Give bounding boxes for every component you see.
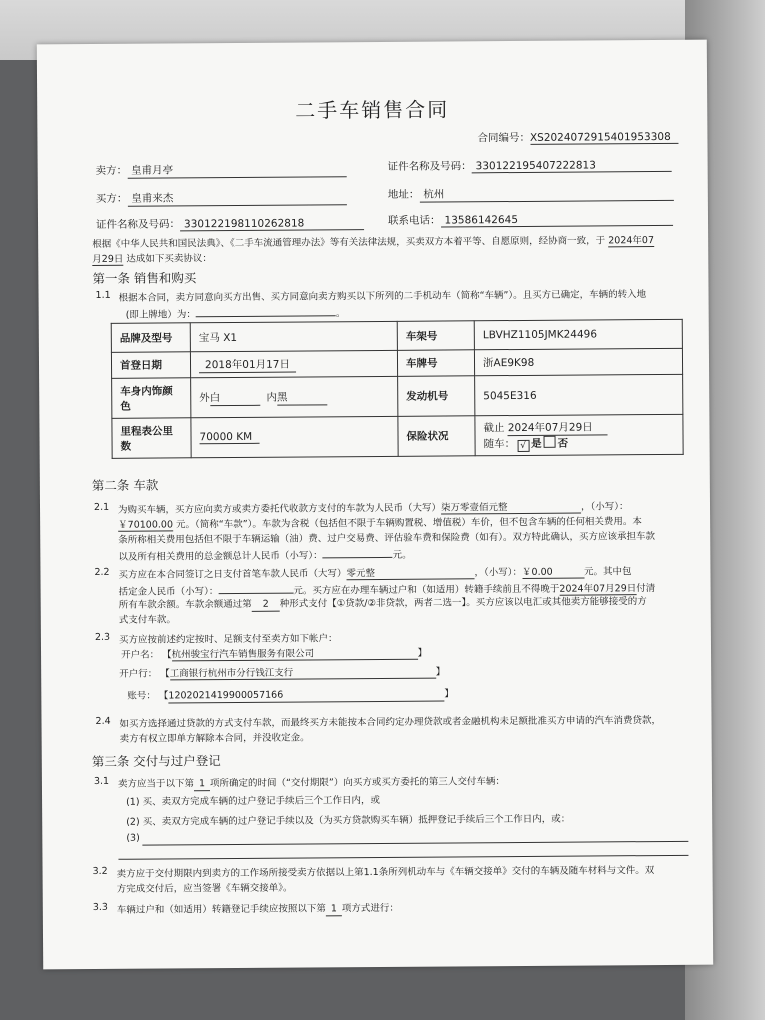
no-label: 否 [557, 437, 569, 450]
engine-value: 5045E316 [475, 374, 683, 415]
clause-2-2-number: 2.2 [94, 566, 110, 578]
contract-number-value: XS2024072915401953308 [530, 131, 678, 145]
clause-3-3-number: 3.3 [92, 901, 108, 913]
bracket-left: 【 [158, 690, 169, 702]
no-checkbox[interactable] [544, 435, 556, 447]
contract-number [477, 129, 678, 145]
clause-3-2-line-2: 方完成交付后，应当签署《车辆交接单》。 [116, 882, 293, 895]
seller-name: 皇甫月亭 [127, 161, 346, 179]
insurance-label: 保险状况 [398, 416, 475, 457]
brand-value: 宝马 X1 [190, 321, 397, 351]
clause-3-2-line-1: 卖方应于交付期限内到卖方的工作场所接受卖方依据以上第1.1条所列机动车与《车辆交接单》交付的车辆及随车材料与文件。双 [116, 865, 655, 880]
preamble-date-part-b: 月29日 [92, 251, 123, 266]
bracket-left: 【 [162, 649, 172, 661]
price-uppercase: 柒万零壹佰元整 [441, 499, 581, 515]
account-number-value: 1202021419900057166 [168, 689, 444, 704]
phone-label: 联系电话： [387, 214, 441, 227]
clause-1-1-text-2: (即上牌地）为： 。 [126, 303, 346, 321]
clause-1-1-number: 1.1 [95, 289, 111, 301]
exterior-color: 白 [210, 389, 260, 405]
phone-row [388, 211, 673, 228]
c31-text-a: 卖方应当于以下第 [117, 778, 194, 790]
first-registration-label: 首登日期 [111, 352, 190, 379]
c31-text-b: 项所确定的时间（“交付期限”）向买方或买方委托的第三人交付车辆： [209, 776, 505, 790]
plate-value: 浙AE9K98 [474, 348, 682, 375]
c22-text-h: 种形式支付【①贷款/②非贷款，两者二选一】。买方应该以电汇或其他卖方能够接受的方 [279, 596, 647, 610]
c22-text-d: 括定金人民币（小写）： [118, 586, 219, 598]
engine-label: 发动机号 [398, 376, 475, 417]
preamble-line-1 [92, 232, 654, 251]
clause-2-4-number: 2.4 [95, 715, 111, 727]
address-value: 杭州 [419, 185, 673, 203]
preamble-line-2 [92, 250, 212, 266]
clause-3-1-number: 3.1 [93, 775, 110, 787]
clause-3-1-option-3: (3) [126, 832, 140, 844]
insurance-date: 2024年07月29日 [508, 419, 608, 436]
preamble-text-2: 达成如下买卖协议： [126, 253, 212, 265]
interior-color: 黑 [277, 389, 327, 405]
account-number-label: 账号： [127, 690, 156, 702]
seller-id-row [388, 157, 672, 174]
with-car-label: 随车： [483, 437, 516, 450]
clause-2-3-number: 2.3 [94, 631, 111, 643]
buyer-id-label: 证件名称及号码： [95, 218, 181, 231]
final-payment-date: 2024年07月29日 [559, 580, 636, 596]
vin-label: 车架号 [397, 321, 474, 351]
registration-place-value [196, 303, 336, 317]
article-1-title: 第一条 销售和购买 [92, 270, 197, 286]
contract-page [37, 40, 713, 970]
bracket-right: 】 [435, 666, 446, 678]
bank-value: 工商银行杭州市分行钱江支行 [170, 664, 436, 681]
bank-row [119, 664, 445, 681]
c22-text-c: 元。其中包 [583, 566, 632, 578]
clause-3-1-option-1: (1) 买、卖双方完成车辆的过户登记手续后三个工作日内，或 [126, 794, 381, 808]
account-name-row [121, 645, 427, 662]
mileage-label: 里程表公里数 [112, 418, 191, 459]
address-row [388, 185, 674, 203]
clause-2-1-line-4 [118, 545, 411, 563]
account-name-value: 杭州骏宝行汽车销售服务有限公司 [172, 645, 418, 662]
clause-2-1-line-3: 条所称相关费用包括但不限于车辆运输（油）费、过户交易费、评估验车费和保险费（如有）。双方特此确认，买方应该承担车款 [118, 531, 656, 546]
phone-value: 13586142645 [440, 213, 672, 228]
buyer-id-value: 330122198110262818 [180, 217, 364, 231]
seller-id-label: 证件名称及号码： [387, 160, 472, 173]
c21-text-a: 为购买车辆，买方应向卖方或卖方委托代收款方支付的车款为人民币（大写） [117, 502, 442, 516]
clause-2-3-text: 买方应按前述约定按时、足额支付至卖方如下帐户： [118, 633, 338, 646]
article-2-title: 第二条 车款 [91, 477, 159, 493]
contract-number-label: 合同编号： [477, 131, 530, 145]
buyer-name: 皇甫来杰 [127, 189, 346, 207]
mileage-cell [191, 416, 398, 457]
c33-text-b: 项方式进行： [341, 902, 399, 915]
total-amount [323, 545, 393, 558]
buyer-id-row [96, 215, 364, 232]
clause-2-1-number: 2.1 [93, 501, 110, 513]
option-3-blank-line-2 [118, 855, 688, 860]
c21-text-f: 元。 [392, 549, 412, 561]
c22-text-f: 付清 [636, 583, 656, 595]
payment-method-number: 2 [252, 599, 280, 612]
c21-text-c: 元。（简称“车款”）。车款为含税（包括但不限于车辆购置税、增值税）车价，但不包含车辆的任何相关费用。本 [175, 516, 642, 531]
option-3-blank-line [142, 841, 688, 846]
clause-3-2-number: 3.2 [92, 865, 108, 877]
c22-text-e: 元。买方应在办理车辆过户和（如适用）转籍手续前且不得晚于 [293, 583, 560, 597]
c21-text-e: 以及所有相关费用的总金额总计人民币（小写）： [118, 550, 323, 563]
document-title: 二手车销售合同 [295, 97, 450, 123]
clause-2-2-line-3 [119, 593, 647, 613]
interior-prefix: 内 [266, 391, 277, 404]
c22-text-g: 所有车款余额。车款余额通过第 [118, 598, 252, 611]
yes-label: 是 [531, 437, 542, 450]
account-number-row [127, 685, 454, 703]
price-lowercase: ￥70100.00 [118, 516, 173, 531]
clause-2-2-line-4: 式支付车款。 [118, 614, 176, 626]
deposit-amount [218, 581, 293, 595]
mileage-value: 70000 KM [199, 431, 259, 444]
c21-text-b: ，（小写）： [581, 501, 629, 513]
plate-label: 车牌号 [397, 350, 474, 377]
insurance-prefix: 截止 [483, 421, 505, 434]
color-cell [191, 376, 398, 417]
clause-3-3-line-1 [117, 900, 399, 918]
exterior-prefix: 外 [199, 391, 210, 404]
buyer-label: 买方： [95, 192, 128, 205]
c22-text-b: ，（小写）： [474, 566, 523, 579]
c22-text-a: 买方应在本合同签订之日支付首笔车款人民币（大写） [118, 568, 347, 581]
insurance-cell [475, 414, 683, 455]
brand-label: 品牌及型号 [111, 323, 190, 353]
bank-label: 开户行： [119, 668, 158, 680]
c33-text-a: 车辆过户和（如适用）转籍登记手续应按照以下第 [116, 903, 326, 916]
clause-3-1-option-2: (2) 买、卖双方完成车辆的过户登记手续以及（为买方贷款购买车辆）抵押登记手续后三个工作日内，或： [126, 813, 571, 828]
preamble-text: 根据《中华人民共和国民法典》、《二手车流通管理办法》等有关法律法规，买卖双方本着平等、自愿原则，经协商一致，于 [92, 235, 606, 250]
transfer-option-number: 1 [326, 903, 342, 916]
bracket-right: 】 [417, 647, 428, 659]
buyer-row [96, 189, 347, 207]
seller-row [96, 161, 347, 179]
clause-3-1-line-1 [118, 773, 505, 792]
vehicle-info-table [111, 319, 684, 459]
vin-value: LBVHZ1105JMK24496 [474, 319, 682, 349]
clause-1-1-text: 根据本合同，卖方同意向买方出售、买方同意向卖方购买以下所列的二手机动车（简称“车辆”）。且买方已确定，车辆的转入地 [118, 289, 647, 304]
preamble-date-part-a: 2024年07 [608, 232, 654, 247]
seller-label: 卖方： [95, 164, 128, 177]
article-3-title: 第三条 交付与过户登记 [91, 753, 221, 769]
seller-id-value: 330122195407222813 [472, 159, 672, 173]
down-payment-lowercase: ￥0.00 [522, 564, 584, 579]
down-payment-uppercase: 零元整 [346, 564, 474, 580]
first-registration-value: 2018年01月17日 [199, 356, 296, 373]
clause-2-4-line-2: 卖方有权立即单方解除本合同，并没收定金。 [119, 732, 310, 745]
bracket-right: 】 [444, 688, 454, 700]
yes-checkbox[interactable]: √ [517, 439, 529, 451]
account-name-label: 开户名： [121, 649, 160, 661]
delivery-option-number: 1 [194, 778, 210, 791]
registration-place-label: (即上牌地）为： [125, 309, 196, 321]
color-label: 车身内饰颜色 [112, 378, 191, 419]
clause-2-4-line-1: 如买方选择通过贷款的方式支付车款，而最终买方未能按本合同约定办理贷款或者金融机构未足额批准买方申请的汽车消费贷款， [119, 715, 662, 730]
first-registration-cell [190, 350, 397, 377]
address-label: 地址： [387, 188, 420, 201]
bracket-left: 【 [160, 668, 170, 680]
